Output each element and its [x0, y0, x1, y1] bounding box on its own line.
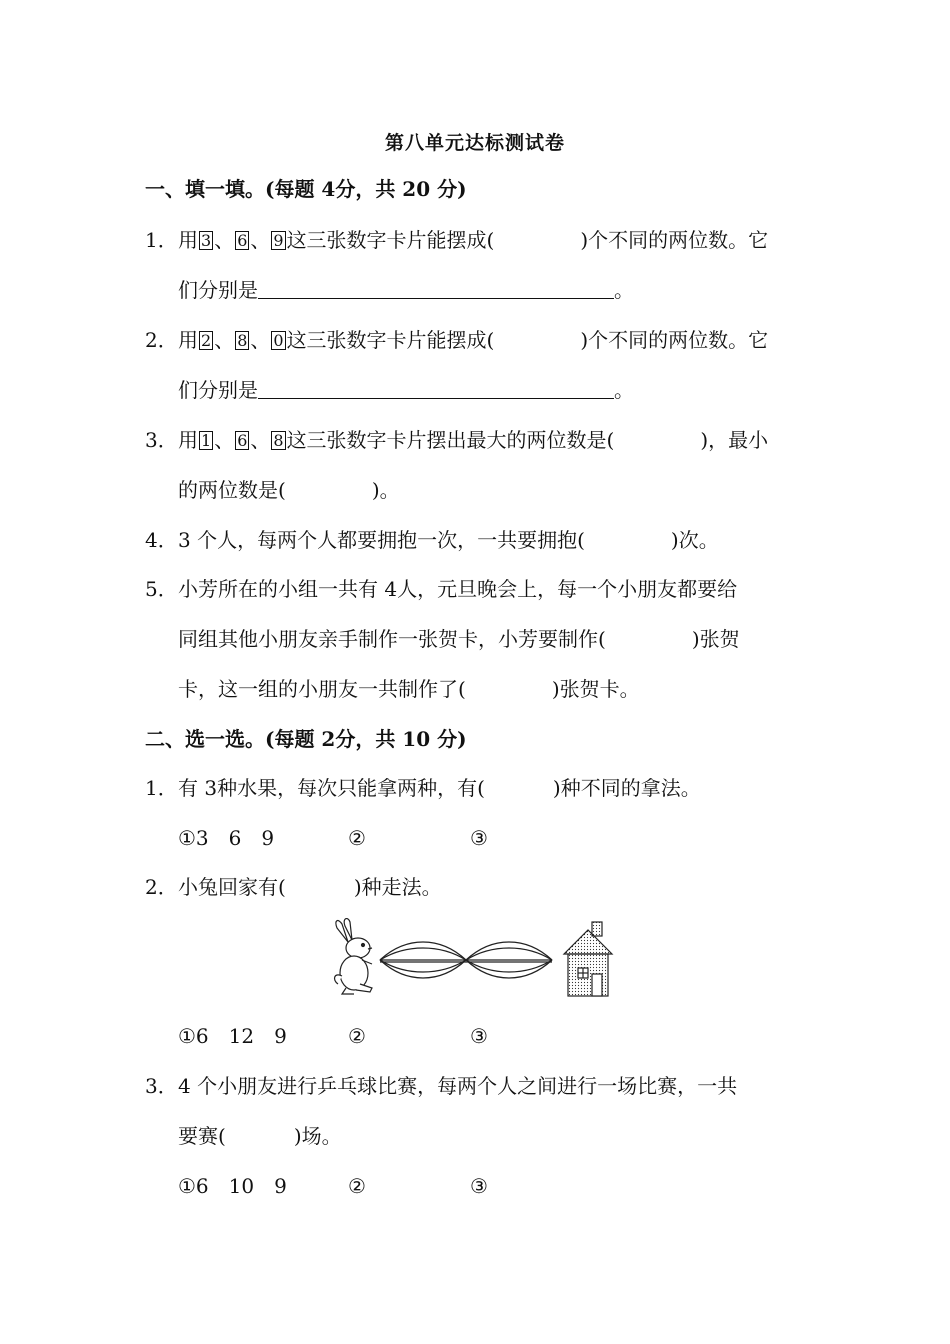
s1-q1-line1: 1．用 3 、 6 、 9 这三张数字卡片能摆成( )个不同的两位数。它 [145, 225, 768, 255]
answer-underline[interactable] [258, 276, 614, 299]
option-3[interactable]: ③ [470, 826, 488, 850]
s1-q1-line2: 们分别是 。 [178, 278, 634, 302]
rabbit-icon [335, 919, 372, 994]
question-number: 5． [145, 577, 178, 601]
s2-q3-line1: 3．4 个小朋友进行乒乓球比赛，每两个人之间进行一场比赛，一共 [145, 1071, 737, 1101]
s2-q3-options [178, 1171, 488, 1201]
section1-heading: 一、填一填。(每题 4分，共 20 分) [145, 177, 467, 201]
curved-paths [380, 942, 552, 978]
option-3[interactable]: ③ [470, 1024, 488, 1048]
s1-q2-line2: 们分别是 。 [178, 378, 634, 402]
question-number: 1． [145, 776, 178, 800]
s2-q3-line2: 要赛( )场。 [178, 1124, 342, 1148]
option-2[interactable]: ② [348, 1024, 366, 1048]
option-3[interactable]: ③ [470, 1174, 488, 1198]
option-2[interactable]: ② [348, 1174, 366, 1198]
answer-underline[interactable] [258, 376, 614, 399]
digit-card: 6 [237, 231, 248, 250]
digit-card: 8 [273, 431, 284, 450]
s1-q2-line1: 2．用 2 、 8 、 0 这三张数字卡片能摆成( )个不同的两位数。它 [145, 325, 768, 355]
question-number: 2． [145, 328, 178, 352]
option-2[interactable]: ② [348, 826, 366, 850]
s1-q4-line1: 4．3 个人，每两个人都要拥抱一次，一共要拥抱( )次。 [145, 525, 719, 555]
rabbit-path-figure [328, 918, 618, 1000]
digit-card: 0 [273, 331, 284, 350]
question-number: 3． [145, 1074, 178, 1098]
digit-card: 9 [273, 231, 284, 250]
section2-heading: 二、选一选。(每题 2分，共 10 分) [145, 727, 467, 751]
s1-q5-line2: 同组其他小朋友亲手制作一张贺卡，小芳要制作( )张贺 [178, 627, 740, 651]
digit-card: 2 [201, 331, 212, 350]
s2-q1-options [178, 823, 488, 853]
question-number: 1． [145, 228, 178, 252]
digit-card: 8 [237, 331, 248, 350]
question-number: 4． [145, 528, 178, 552]
question-number: 2． [145, 875, 178, 899]
s2-q2-line1: 2．小兔回家有( )种走法。 [145, 872, 442, 902]
digit-card: 3 [201, 231, 212, 250]
s2-q2-options [178, 1021, 488, 1051]
option-1[interactable]: ①3 6 9 [178, 826, 275, 850]
question-number: 3． [145, 428, 178, 452]
digit-card: 1 [201, 431, 212, 450]
house-icon [564, 922, 612, 996]
option-1[interactable]: ①6 10 9 [178, 1174, 287, 1198]
s1-q5-line1: 5．小芳所在的小组一共有 4人，元旦晚会上，每一个小朋友都要给 [145, 574, 737, 604]
s1-q3-line2: 的两位数是( )。 [178, 478, 400, 502]
s1-q5-line3: 卡，这一组的小朋友一共制作了( )张贺卡。 [178, 677, 640, 701]
s2-q1-line1: 1．有 3种水果，每次只能拿两种，有( )种不同的拿法。 [145, 773, 701, 803]
s1-q3-line1: 3．用 1 、 6 、 8 这三张数字卡片摆出最大的两位数是( )，最小 [145, 425, 768, 455]
option-1[interactable]: ①6 12 9 [178, 1024, 287, 1048]
digit-card: 6 [237, 431, 248, 450]
page-title: 第八单元达标测试卷 [384, 132, 565, 154]
